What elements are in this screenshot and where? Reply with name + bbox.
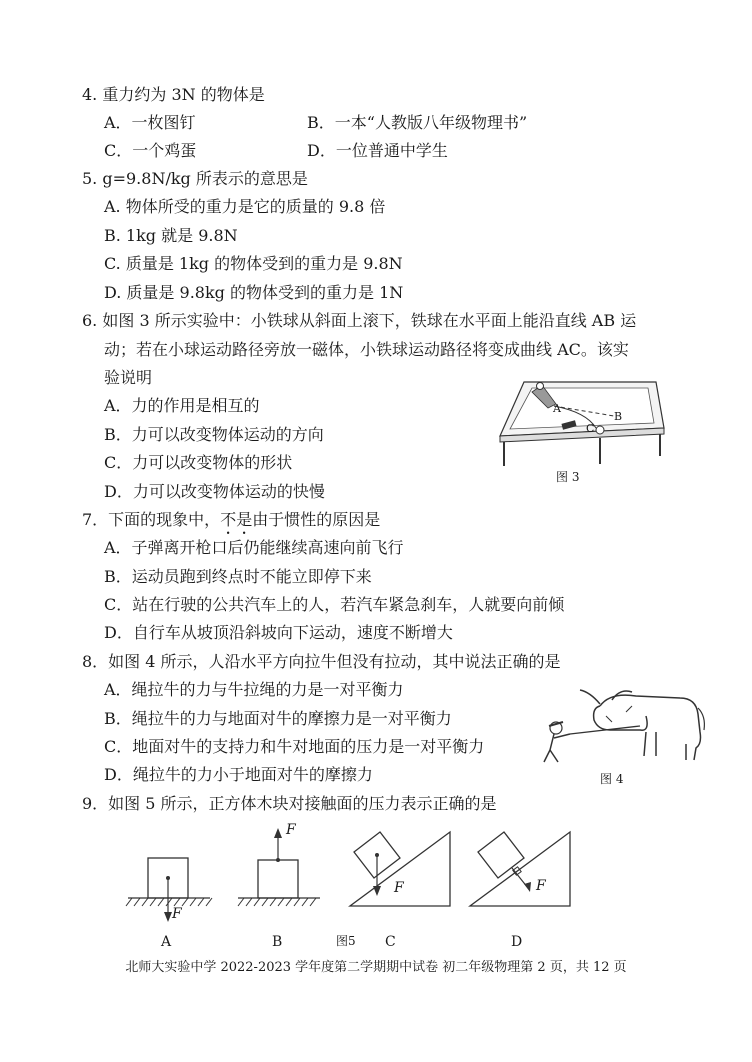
figure-5d-block-on-incline-perpendicular-force [466, 828, 576, 912]
page-footer: 北师大实验中学 2022-2023 学年度第二学期期中试卷 初二年级物理第 2 页，共 12 页 [125, 960, 627, 975]
q8-stem: 8．如图 4 所示，人沿水平方向拉牛但没有拉动，其中说法正确的是 [82, 652, 561, 671]
q7-stem-post: 由于惯性的原因是 [252, 510, 381, 529]
figure-5c-force-label: F [394, 880, 404, 896]
q5-option-b: B. 1kg 就是 9.8N [104, 226, 238, 245]
q5-option-d: D. 质量是 9.8kg 的物体受到的重力是 1N [104, 283, 404, 302]
q6-stem-line1: 6. 如图 3 所示实验中：小铁球从斜面上滚下，铁球在水平面上能沿直线 AB 运 [82, 311, 637, 330]
q8-option-a: A．绳拉牛的力与牛拉绳的力是一对平衡力 [104, 680, 404, 699]
q7-option-a: A．子弹离开枪口后仍能继续高速向前飞行 [104, 538, 404, 557]
figure-5b-force-label: F [286, 822, 296, 838]
q4-option-d: D．一位普通中学生 [307, 141, 448, 160]
figure-5-caption: 图5 [336, 934, 356, 948]
q4-option-c: C．一个鸡蛋 [104, 141, 197, 160]
figure-4-person-pulling-ox [540, 686, 710, 768]
figure-3-caption: 图 3 [556, 470, 580, 484]
figure-5-option-b: B [272, 934, 283, 950]
figure-3-label-c: C [586, 422, 595, 435]
q7-stem-emphasis: 不是 [220, 510, 253, 529]
q5-option-c: C. 质量是 1kg 的物体受到的重力是 9.8N [104, 254, 403, 273]
q4-option-a: A．一枚图钉 [104, 113, 196, 132]
q6-option-a: A．力的作用是相互的 [104, 396, 260, 415]
figure-3-label-b: B [614, 410, 623, 423]
q6-option-b: B．力可以改变物体运动的方向 [104, 425, 324, 444]
q9-stem: 9．如图 5 所示，正方体木块对接触面的压力表示正确的是 [82, 794, 497, 813]
q7-stem-pre: 7．下面的现象中， [82, 510, 221, 529]
q7-option-c: C．站在行驶的公共汽车上的人，若汽车紧急刹车，人就要向前倾 [104, 595, 565, 614]
figure-5c-block-on-incline-center-force [346, 828, 456, 912]
figure-5-option-c: C [385, 934, 396, 950]
q7-stem [82, 509, 380, 538]
figure-5-option-a: A [161, 934, 172, 950]
q8-option-d: D．绳拉牛的力小于地面对牛的摩擦力 [104, 765, 373, 784]
q6-stem-line3: 验说明 [104, 368, 153, 387]
q6-stem-line2: 动；若在小球运动路径旁放一磁体，小铁球运动路径将变成曲线 AC。该实 [104, 340, 629, 359]
figure-3-table [496, 378, 666, 468]
q7-option-b: B．运动员跑到终点时不能立即停下来 [104, 567, 372, 586]
figure-5-option-d: D [511, 934, 523, 950]
q7-option-d: D．自行车从坡顶沿斜坡向下运动，速度不断增大 [104, 623, 453, 642]
figure-3-label-a: A [553, 402, 561, 415]
q6-option-d: D．力可以改变物体运动的快慢 [104, 482, 325, 501]
q8-option-b: B．绳拉牛的力与地面对牛的摩擦力是一对平衡力 [104, 709, 452, 728]
q8-option-c: C．地面对牛的支持力和牛对地面的压力是一对平衡力 [104, 737, 485, 756]
figure-5d-force-label: F [536, 878, 546, 894]
q4-option-b: B．一本“人教版八年级物理书” [307, 113, 528, 132]
q6-option-c: C．力可以改变物体的形状 [104, 453, 293, 472]
q5-option-a: A. 物体所受的重力是它的质量的 9.8 倍 [104, 197, 386, 216]
figure-5b-block-on-floor-force-up [236, 822, 326, 912]
figure-5a-block-on-floor-force-down [124, 852, 214, 932]
figure-4-caption: 图 4 [600, 772, 624, 786]
q4-stem: 4. 重力约为 3N 的物体是 [82, 85, 265, 104]
q5-stem: 5. g=9.8N/kg 所表示的意思是 [82, 169, 308, 188]
figure-5a-force-label: F [172, 906, 182, 922]
